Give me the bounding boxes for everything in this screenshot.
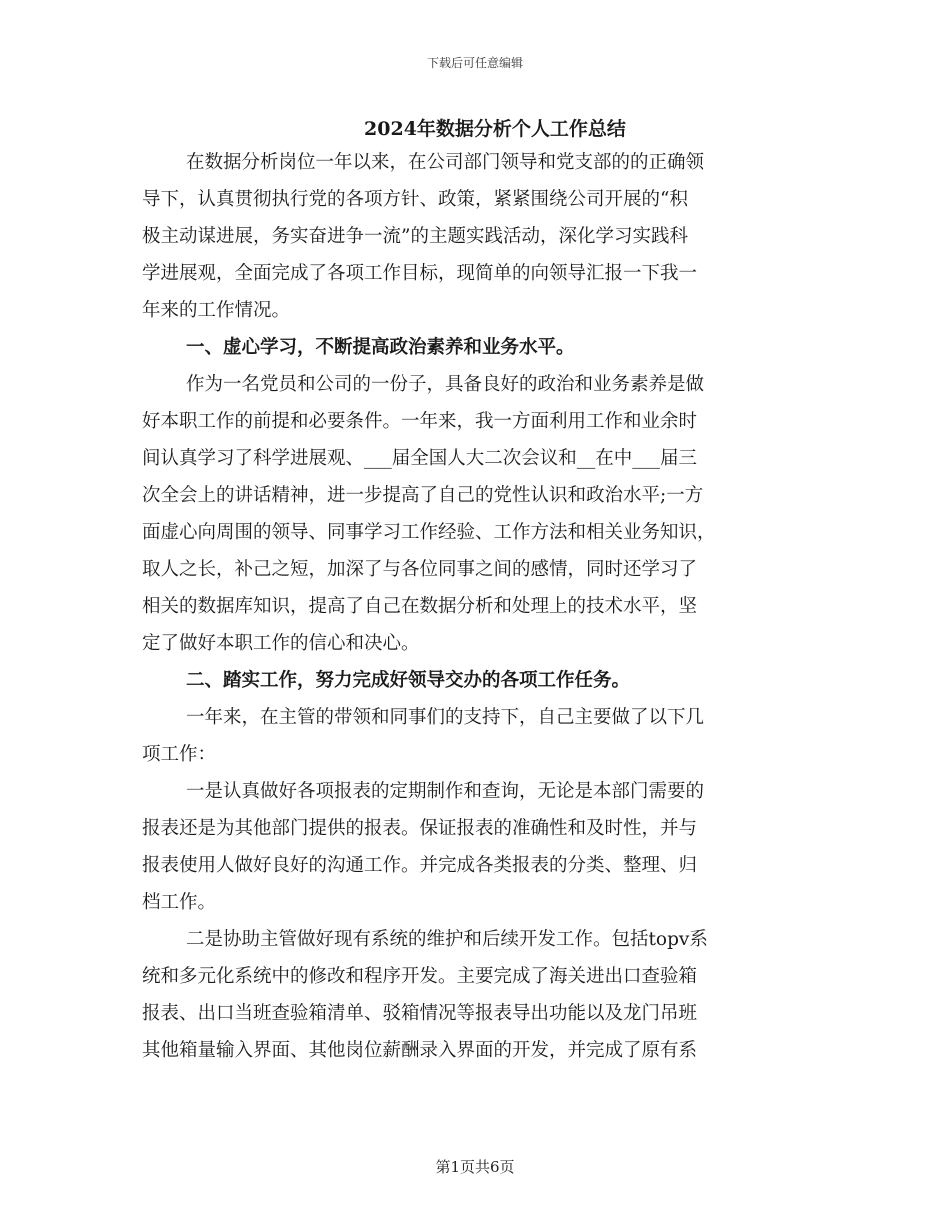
text-line: 间认真学习了科学进展观、___届全国人大二次会议和__在中___届三 [142,448,698,469]
text-line: 导下，认真贯彻执行党的各项方针、政策，紧紧围绕公司开展的“积 [142,189,688,210]
text-line: 报表、出口当班查验箱清单、驳箱情况等报表导出功能以及龙门吊班 [142,1003,698,1024]
text-line: 面虚心向周围的领导、同事学习工作经验、工作方法和相关业务知识， [142,522,716,543]
text-line: 作为一名党员和公司的一份子，具备良好的政治和业务素养是做 [186,374,705,395]
text-line: 取人之长，补己之短，加深了与各位同事之间的感情，同时还学习了 [142,559,698,580]
section-heading: 一、虚心学习，不断提高政治素养和业务水平。 [186,337,575,358]
text-line: 极主动谋进展，务实奋进争一流”的主题实践活动，深化学习实践科 [142,226,688,247]
text-line: 一年来，在主管的带领和同事们的支持下，自己主要做了以下几 [186,707,705,728]
text-line: 次全会上的讲话精神，进一步提高了自己的党性认识和政治水平;一方 [142,485,704,506]
text-line: 档工作。 [142,892,217,913]
page-header: 下载后可任意编辑 [426,56,523,70]
text-line: 在数据分析岗位一年以来，在公司部门领导和党支部的的正确领 [186,152,705,173]
text-line: 报表还是为其他部门提供的报表。保证报表的准确性和及时性，并与 [142,818,698,839]
text-line: 好本职工作的前提和必要条件。一年来，我一方面利用工作和业余时 [142,411,698,432]
text-line: 其他箱量输入界面、其他岗位薪酬录入界面的开发，并完成了原有系 [142,1040,698,1061]
text-line: 年来的工作情况。 [142,300,291,321]
text-line: 项工作： [142,744,217,765]
text-line: 一是认真做好各项报表的定期制作和查询，无论是本部门需要的 [186,781,705,802]
text-line: 二是协助主管做好现有系统的维护和后续开发工作。包括topv系 [186,929,708,950]
text-line: 定了做好本职工作的信心和决心。 [142,633,420,654]
document-body [142,114,808,1069]
text-line: 相关的数据库知识，提高了自己在数据分析和处理上的技术水平，坚 [142,596,698,617]
page-footer: 第1页共6页 [435,1158,515,1176]
text-line: 学进展观，全面完成了各项工作目标，现简单的向领导汇报一下我一 [142,263,698,284]
paragraph-lines [142,144,808,1069]
section-heading: 二、踏实工作，努力完成好领导交办的各项工作任务。 [186,670,631,691]
text-line: 统和多元化系统中的修改和程序开发。主要完成了海关进出口查验箱 [142,966,698,987]
document-title: 2024年数据分析个人工作总结 [364,118,626,140]
text-line: 报表使用人做好良好的沟通工作。并完成各类报表的分类、整理、归 [142,855,698,876]
